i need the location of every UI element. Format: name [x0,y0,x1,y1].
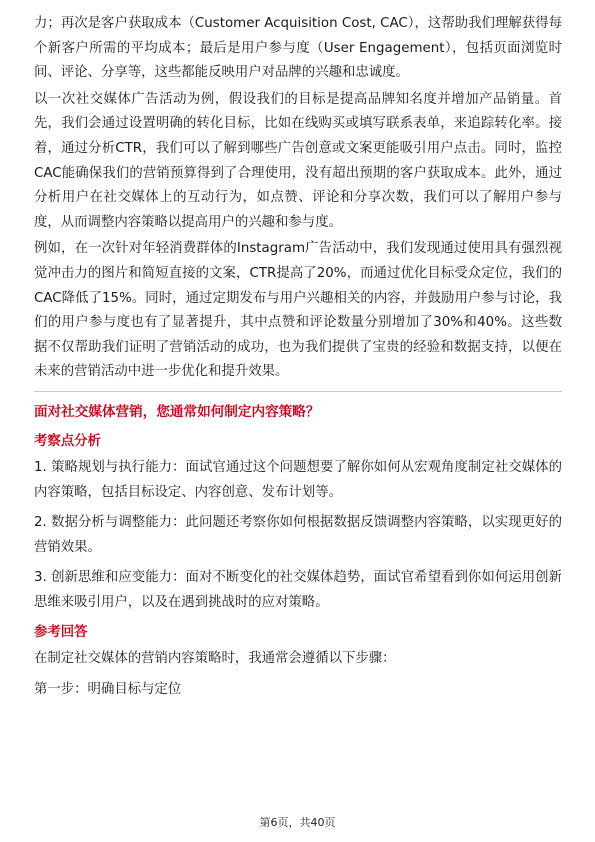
answer-heading: 参考回答 [34,625,88,641]
analysis-item: 2. 数据分析与调整能力：此问题还考察你如何根据数据反馈调整内容策略，以实现更好的营销效果。 [34,515,562,555]
body-paragraph: 力；再次是客户获取成本（Customer Acquisition Cost, CAC），这帮助我们理解获得每个新客户所需的平均成本；最后是用户参与度（User Engagement），包括页面浏览时间、评论、分享等，这些都能反映用户对品牌的兴趣和忠诚度。 [34,16,562,81]
body-paragraph: 以一次社交媒体广告活动为例，假设我们的目标是提高品牌知名度并增加产品销量。首先，我们会通过设置明确的转化目标，比如在线购买或填写联系表单，来追踪转化率。接着，通过分析CTR，我们可以了解到哪些广告创意或文案更能吸引用户点击。同时，监控CAC能确保我们的营销预算得到了合理使用，没有超出预期的客户获取成本。此外，通过分析用户在社交媒体上的互动行为，如点赞、评论和分享次数，我们可以了解用户参与度，从而调整内容策略以提高用户的兴趣和参与度。 [34,91,562,230]
question-heading: 面对社交媒体营销，您通常如何制定内容策略？ [34,403,320,420]
analysis-item: 1. 策略规划与执行能力：面试官通过这个问题想要了解你如何从宏观角度制定社交媒体的内容策略，包括目标设定、内容创意、发布计划等。 [34,459,562,500]
answer-paragraph: 第一步：明确目标与定位 [34,682,182,698]
page-number: 第6页，共40页 [259,816,336,829]
analysis-heading: 考察点分析 [34,433,101,449]
body-paragraph: 例如，在一次针对年轻消费群体的Instagram广告活动中，我们发现通过使用具有强烈视觉冲击力的图片和简短直接的文案，CTR提高了20%，而通过优化目标受众定位，我们的CAC降低了15%。同时，通过定期发布与用户兴趣相关的内容，并鼓励用户参与讨论，我们的用户参与度也有了显著提升，其中点赞和评论数量分别增加了30%和40%。这些数据不仅帮助我们证明了营销活动的成功，也为我们提供了宝贵的经验和数据支持，以便在未来的营销活动中进一步优化和提升效果。 [34,241,562,380]
section-divider [34,391,562,392]
analysis-item: 3. 创新思维和应变能力：面对不断变化的社交媒体趋势，面试官希望看到你如何运用创新思维来吸引用户，以及在遇到挑战时的应对策略。 [34,570,562,610]
answer-paragraph: 在制定社交媒体的营销内容策略时，我通常会遵循以下步骤： [34,651,396,667]
document-page [34,12,562,709]
